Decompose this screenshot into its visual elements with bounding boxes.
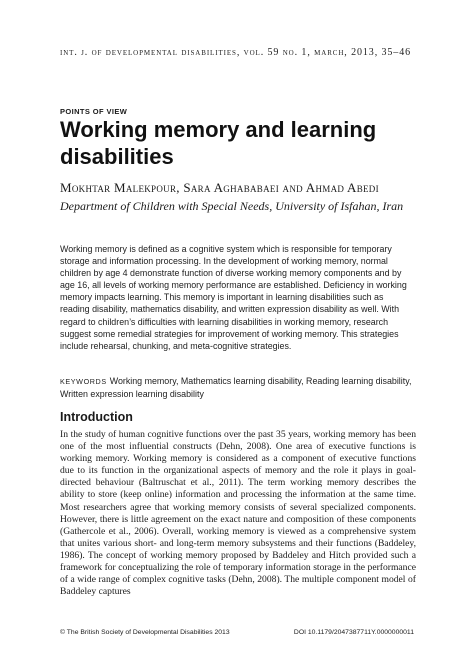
- journal-header: int. j. of developmental disabilities, vol. 59 no. 1, march, 2013, 35–46: [60, 47, 412, 58]
- intro-paragraph: In the study of human cognitive functions over the past 35 years, working memory has been one of the most influential constructs (Dehn, 2008). One area of executive functions is working memory. Working memory is considered as a component of executive functions due to its function in the organizational aspects of memory and the role it plays in goal-directed behaviour (Baltruschat et al., 2011). The term working memory describes the ability to store (keep online) information and processing the information at the same time. Most researchers agree that working memory consists of several specialized components. However, there is little agreement on the exact nature and composition of these components (Gathercole et al., 2006). Overall, working memory is viewed as a comprehensive system that unites various short- and long-term memory subsystems and their functions (Baddeley, 1986). The concept of working memory proposed by Baddeley and Hitch provided such a framework for conceptualizing the role of temporary information storage in the performance of a wide range of complex cognitive tasks (Dehn, 2008). The multiple component model of Baddeley captures: [60, 429, 416, 598]
- keywords-label: KEYWORDS: [60, 377, 107, 386]
- keywords-block: [60, 375, 413, 400]
- section-heading-introduction: Introduction: [60, 410, 133, 424]
- footer-copyright: © The British Society of Developmental Disabilities 2013: [60, 629, 230, 636]
- abstract: [60, 243, 413, 352]
- section-label: POINTS OF VIEW: [60, 107, 128, 116]
- footer-doi: DOI 10.1179/2047387711Y.0000000011: [293, 629, 414, 636]
- author-list: Mokhtar Malekpour, Sara Aghababaei and Ahmad Abedi: [60, 180, 379, 195]
- affiliation: Department of Children with Special Needs, University of Isfahan, Iran: [60, 199, 404, 213]
- body-text: [60, 429, 416, 598]
- keywords-text: Working memory, Mathematics learning disability, Reading learning disability, Written expression learning disability: [60, 376, 412, 400]
- abstract-text: Working memory is defined as a cognitive system which is responsible for temporary storage and information processing. In the development of working memory, normal children by age 4 demonstrate function of diverse working memory components and by age 16, all levels of working memory performance are established. Deficiency in working memory impacts learning. This memory is important in learning disabilities such as reading disability, mathematics disability, and written expression disability as well. With regard to children’s difficulties with learning disabilities in working memory, research suggest some remedial strategies for improvement of working memory. This strategies include rehearsal, chunking, and meta-cognitive strategies.: [60, 244, 407, 351]
- article-title: Working memory and learning disabilities: [60, 117, 377, 169]
